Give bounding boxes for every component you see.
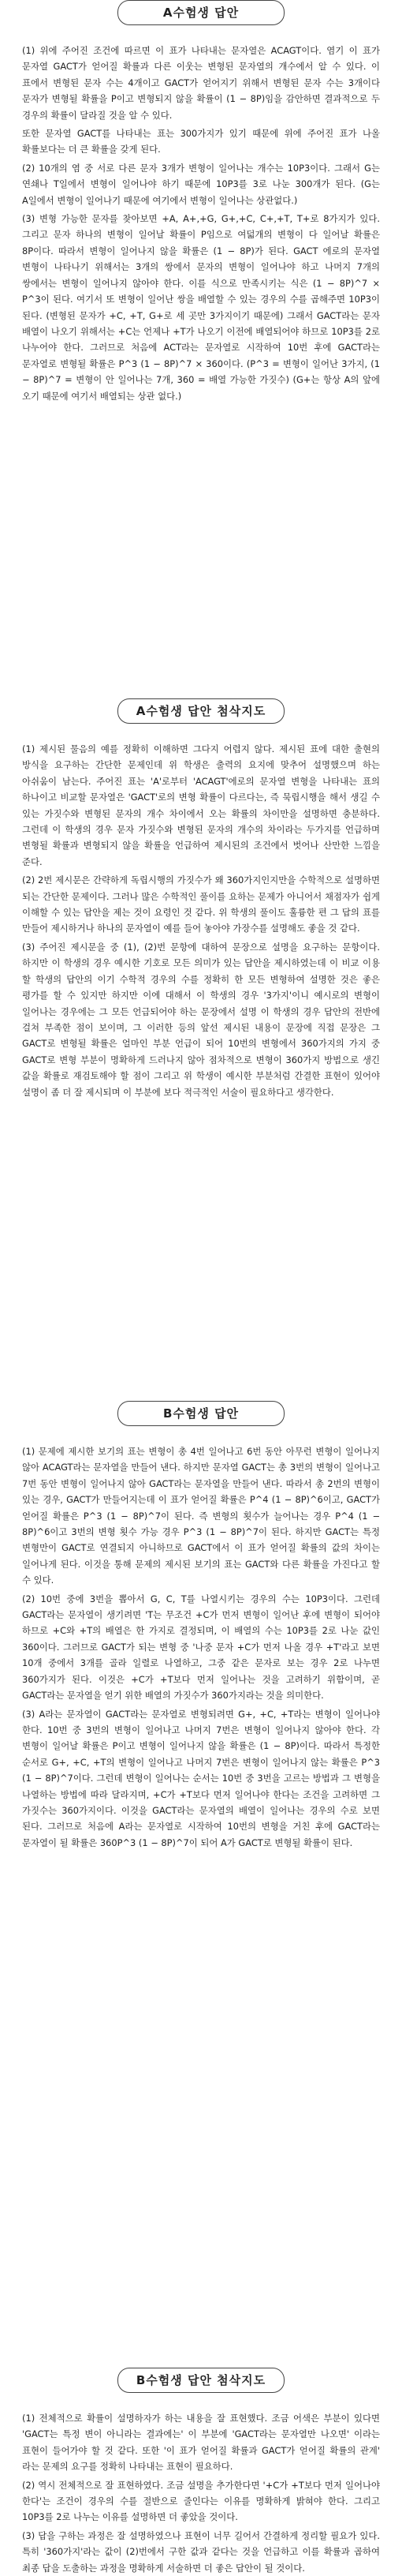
section-body	[22, 2410, 380, 2576]
section-title-pill: B수험생 답안	[117, 1401, 285, 1426]
section-b-feedback	[0, 2368, 402, 2574]
paragraph: (3) 변형 가능한 문자를 찾아보면 +A, A+,+G, G+,+C, C+,+T, T+로 8가지가 있다. 그리고 문자 하나의 변형이 일어날 확률이 P임으로 여덟개의 변형이 다 일어날 확률은 8P이다. 따라서 변형이 일어나지 않을 확률은 (1 − 8P)가 된다. GACT 에로의 문자열 변형이 나타나기 위해서는 3개의 쌍에서 문자의 변형이 일어나야 하고 나머지 7개의 쌍에서는 변형이 일어나지 않아야 한다. 이를 식으로 만족시키는 식은 (1 − 8P)^7 × P^3이 된다. 여기서 또 변형이 일어난 쌍을 배열할 수 있는 경우의 수를 곱해주면 10P3이 된다. (변형된 문자가 +C, +T, G+로 세 곳만 3가지이기 때문에) 그래서 GACT라는 문자 배열이 나오기 위해서는 +C는 언제나 +T가 나오기 이전에 배열되어야 하므로 10P3를 2로 나누어야 한다. 그러므로 처음에 ACT라는 문자열로 시작하여 10번 후에 GACT라는 문자열로 변형될 확률은 P^3 (1 − 8P)^7 × 360이다. (P^3 = 변형이 일어난 3가지, (1 − 8P)^7 = 변형이 안 일어나는 7개, 360 = 배열 가능한 가짓수) (G+는 항상 A의 앞에 오기 때문에 여기서 배열되는 상관 없다.)	[22, 213, 380, 402]
paragraph: (2) 10번 중에 3번을 뽑아서 G, C, T를 나열시키는 경우의 수는 10P3이다. 그런데 GACT라는 문자열이 생기려면 'T는 무조건 +C가 먼저 변형이 일어난 후에 변형이 되어야 하므로 +C와 +T의 배열은 한 가지로 결정되며, 이 배열의 수는 10P3를 2로 나눈 값인 360이다. 그러므로 GACT가 되는 변형 중 '나중 문자 +C가 먼저 나올 경우 +T'라고 보면 10개 중에서 3개를 골라 일렬로 나열하고, 그중 같은 문자로 보는 경우 2로 나누면 360가지가 된다. 이것은 +C가 +T보다 먼저 일어나는 것을 고려하기 위함이며, 곧 GACT라는 문자열을 얻기 위한 배열의 가짓수가 360가지라는 것을 의미한다.	[22, 1593, 380, 1702]
section-a-feedback	[0, 698, 402, 1369]
paragraph: (2) 10개의 염 중 서로 다른 문자 3개가 변형이 일어나는 개수는 10P3이다. 그래서 G는 연쇄나 T일에서 변형이 일어나야 하기 때문에 10P3를 3로 나눈 300개가 된다. (G는 A일에서 변형이 일어나기 때문에 여기에서 변형이 일어나는 상관없다.)	[22, 162, 380, 206]
section-body	[22, 741, 380, 1100]
paragraph: 또한 문자열 GACT를 나타내는 표는 300가지가 있기 때문에 위에 주어진 표가 나올 확률보다는 더 큰 확률을 갖게 된다.	[22, 128, 380, 155]
section-title-pill: A수험생 답안	[117, 0, 285, 25]
section-b-answer	[0, 1401, 402, 2340]
section-title-pill: B수험생 답안 첨삭지도	[117, 2368, 285, 2393]
section-body	[22, 43, 380, 404]
paragraph: (2) 2번 제시문은 간략하게 독립시행의 가짓수가 왜 360가지인지만을 수학적으로 설명하면 되는 간단한 문제이다. 그러나 많은 수학적인 풀이를 요하는 문제가 아니어서 채점자가 쉽게 이해할 수 있는 답안을 제는 것이 요령인 것 같다. 위 학생의 풀이도 훌륭한 편 그 답의 표를 만들어 제시하거나 하나의 문자열이 예를 들어 놓아야 가장수를 설명해도 좋을 것 같다.	[22, 874, 380, 934]
section-title-pill: A수험생 답안 첨삭지도	[117, 698, 285, 724]
section-a-answer	[0, 0, 402, 647]
paragraph: (3) A라는 문자열이 GACT라는 문자열로 변형되려면 G+, +C, +T라는 변형이 일어나야 한다. 10번 중 3번의 변형이 일어나고 나머지 7번은 변형이 일어나지 않아야 한다. 각 변형이 일어날 확률은 P이고 변형이 일어나지 않을 확률은 (1 − 8P)이다. 따라서 특정한 순서로 G+, +C, +T의 변형이 일어나고 나머지 7번은 변형이 일어나지 않는 확률은 P^3 (1 − 8P)^7이다. 그런데 변형이 일어나는 순서는 10번 중 3번을 고르는 방법과 그 변형을 나열하는 방법에 따라 달라지며, +C가 +T보다 먼저 일어나야 한다는 조건을 고려하면 그 가짓수는 360가지이다. 이것을 GACT라는 문자열의 배열이 일어나는 경우의 수로 보면 된다. 그러므로 처음에 A라는 문자열로 시작하여 10번의 변형을 거친 후에 GACT라는 문자열이 될 확률은 360P^3 (1 − 8P)^7이 되어 A가 GACT로 변형될 확률이 된다.	[22, 1708, 380, 1848]
section-body	[22, 1443, 380, 1851]
paragraph: (1) 제시된 물음의 예를 정확히 이해하면 그다지 어렵지 않다. 제시된 표에 대한 출현의 방식을 요구하는 간단한 문제인데 위 학생은 출력의 요지에 맞추어 설명했으며 하는 아쉬움이 남는다. 주어진 표는 'A'로부터 'ACAGT'에로의 문자열 변형을 나타내는 표의 하나이고 비교할 문자열은 'GACT'로의 변형 확률이 다르다는, 즉 묵립시행을 해서 생길 수 있는 가짓수와 변형된 문자의 개수 차이에서 오는 확률의 차이만을 설명하면 충분하다. 그런데 이 학생의 경우 문자 가짓수와 변형된 문자의 개수의 차이라는 두가지를 언급하며 변형될 확률과 변형되지 않을 확률을 언급하여 제시된의 조건에서 벗어나 산만한 느낌을 준다.	[22, 743, 380, 867]
paragraph: (1) 위에 주어진 조건에 따르면 이 표가 나타내는 문자열은 ACAGT이다. 염기 이 표가 문자열 GACT가 얻어질 확률과 다른 이웃는 변형된 문자열의 개수에서 알 수 있다. 이 표에서 변형된 문자 수는 4개이고 GACT가 얻어지기 위해서 변형된 문자 수는 3개이다 문자가 변형될 확률을 P이고 변형되지 않을 확률이 (1 − 8P)임을 감안하면 결과적으로 두 경우의 확률이 달라질 것을 알 수 있다.	[22, 45, 380, 121]
paragraph: (3) 답을 구하는 과정은 잘 설명하였으나 표현이 너무 길어서 간결하게 정리할 필요가 있다. 특히 '360가지'라는 값이 (2)번에서 구한 값과 같다는 것을 언급하고 이를 확률과 곱하여 최종 답을 도출하는 과정을 명확하게 서술하면 더 좋은 답안이 될 것이다.	[22, 2529, 380, 2574]
paragraph: (3) 주어진 제시문을 중 (1), (2)번 문항에 대하여 문장으로 설명을 요구하는 문항이다. 하지만 이 학생의 경우 예시한 기호로 모든 의미가 있는 답안을 제시하였는데 이 비교 이용 할 학생의 답안의 이기 수학적 경우의 수를 정확히 한 모든 변형하여 설명한 것은 좋은 평가를 할 수 있지만 하지만 이에 대해서 이 학생의 경우 '3가지'이니 예시로의 변형이 일어나는 경우에는 그 모든 언급되어야 하는 문장에서 설명 이 학생의 경우 답안의 전반에 걸쳐 부족한 점이 보이며, 그 이러한 등의 앞선 제시된 내용이 문장에 직접 문장은 그 GACT로 변형될 확률은 얼마인 부분 언급이 되어 10번의 변형에서 360가지의 가지 중 GACT로 변형 부분이 명확하게 드러나지 않아 점차적으로 변형이 360가지 방법으로 생긴 값을 확률로 재검토해야 할 점이 그리고 위 학생이 예시한 부분처럼 간결한 표현이 있어야 설명이 좀 더 잘 제시되며 이 부분에 보다 적극적인 서술이 필요하다고 생각한다.	[22, 941, 380, 1098]
paragraph: (1) 문제에 제시한 보기의 표는 변형이 총 4번 일어나고 6번 동안 아무런 변형이 일어나지 않아 ACAGT라는 문자열을 만들어 낸다. 하지만 문자열 GACT는 총 3번의 변형이 일어나고 7번 동안 변형이 일어나지 않아 GACT라는 문자열을 만들어 낸다. 따라서 총 2번의 변형이 있는 경우, GACT가 만들어지는데 이 표가 얻어질 확률은 P^4 (1 − 8P)^6이고, GACT가 얻어질 확률은 P^3 (1 − 8P)^7이 된다. 즉 변형의 횟수가 늘어나는 경우 P^4 (1 − 8P)^6이고 3번의 변형 횟수 가능 경우 P^3 (1 − 8P)^7이 된다. 하지만 GACT는 특정 변형만이 GACT로 연결되지 아니하므로 GACT에서 이 표가 얻어질 확률의 값의 차이는 일어나게 된다. 이것을 통해 문제의 제시된 보기의 표는 GACT와 다른 확률을 가진다고 할 수 있다.	[22, 1446, 380, 1586]
paragraph: (1) 전체적으로 확률이 설명하자가 하는 내용을 잘 표현했다. 조금 어색은 부분이 있다면 'GACT는 특정 변이 아니라는 결과에는' 이 부분에 'GACT라는 문자열만 나오면' 이라는 표현이 들어가야 할 것 같다. 또한 '이 표가 얻어질 확률과 GACT가 얻어질 확률의 관계' 라는 문제의 요구를 정확히 나타내는 표현이 필요하다.	[22, 2413, 380, 2473]
paragraph: (2) 역시 전체적으로 잘 표현하였다. 조금 설명을 추가한다면 '+C가 +T보다 먼저 일어나야 한다'는 조건이 경우의 수를 절반으로 줄인다는 이유를 명확하게 밝혀야 한다. 그리고 10P3를 2로 나누는 이유를 설명하면 더 좋았을 것이다.	[22, 2479, 380, 2523]
